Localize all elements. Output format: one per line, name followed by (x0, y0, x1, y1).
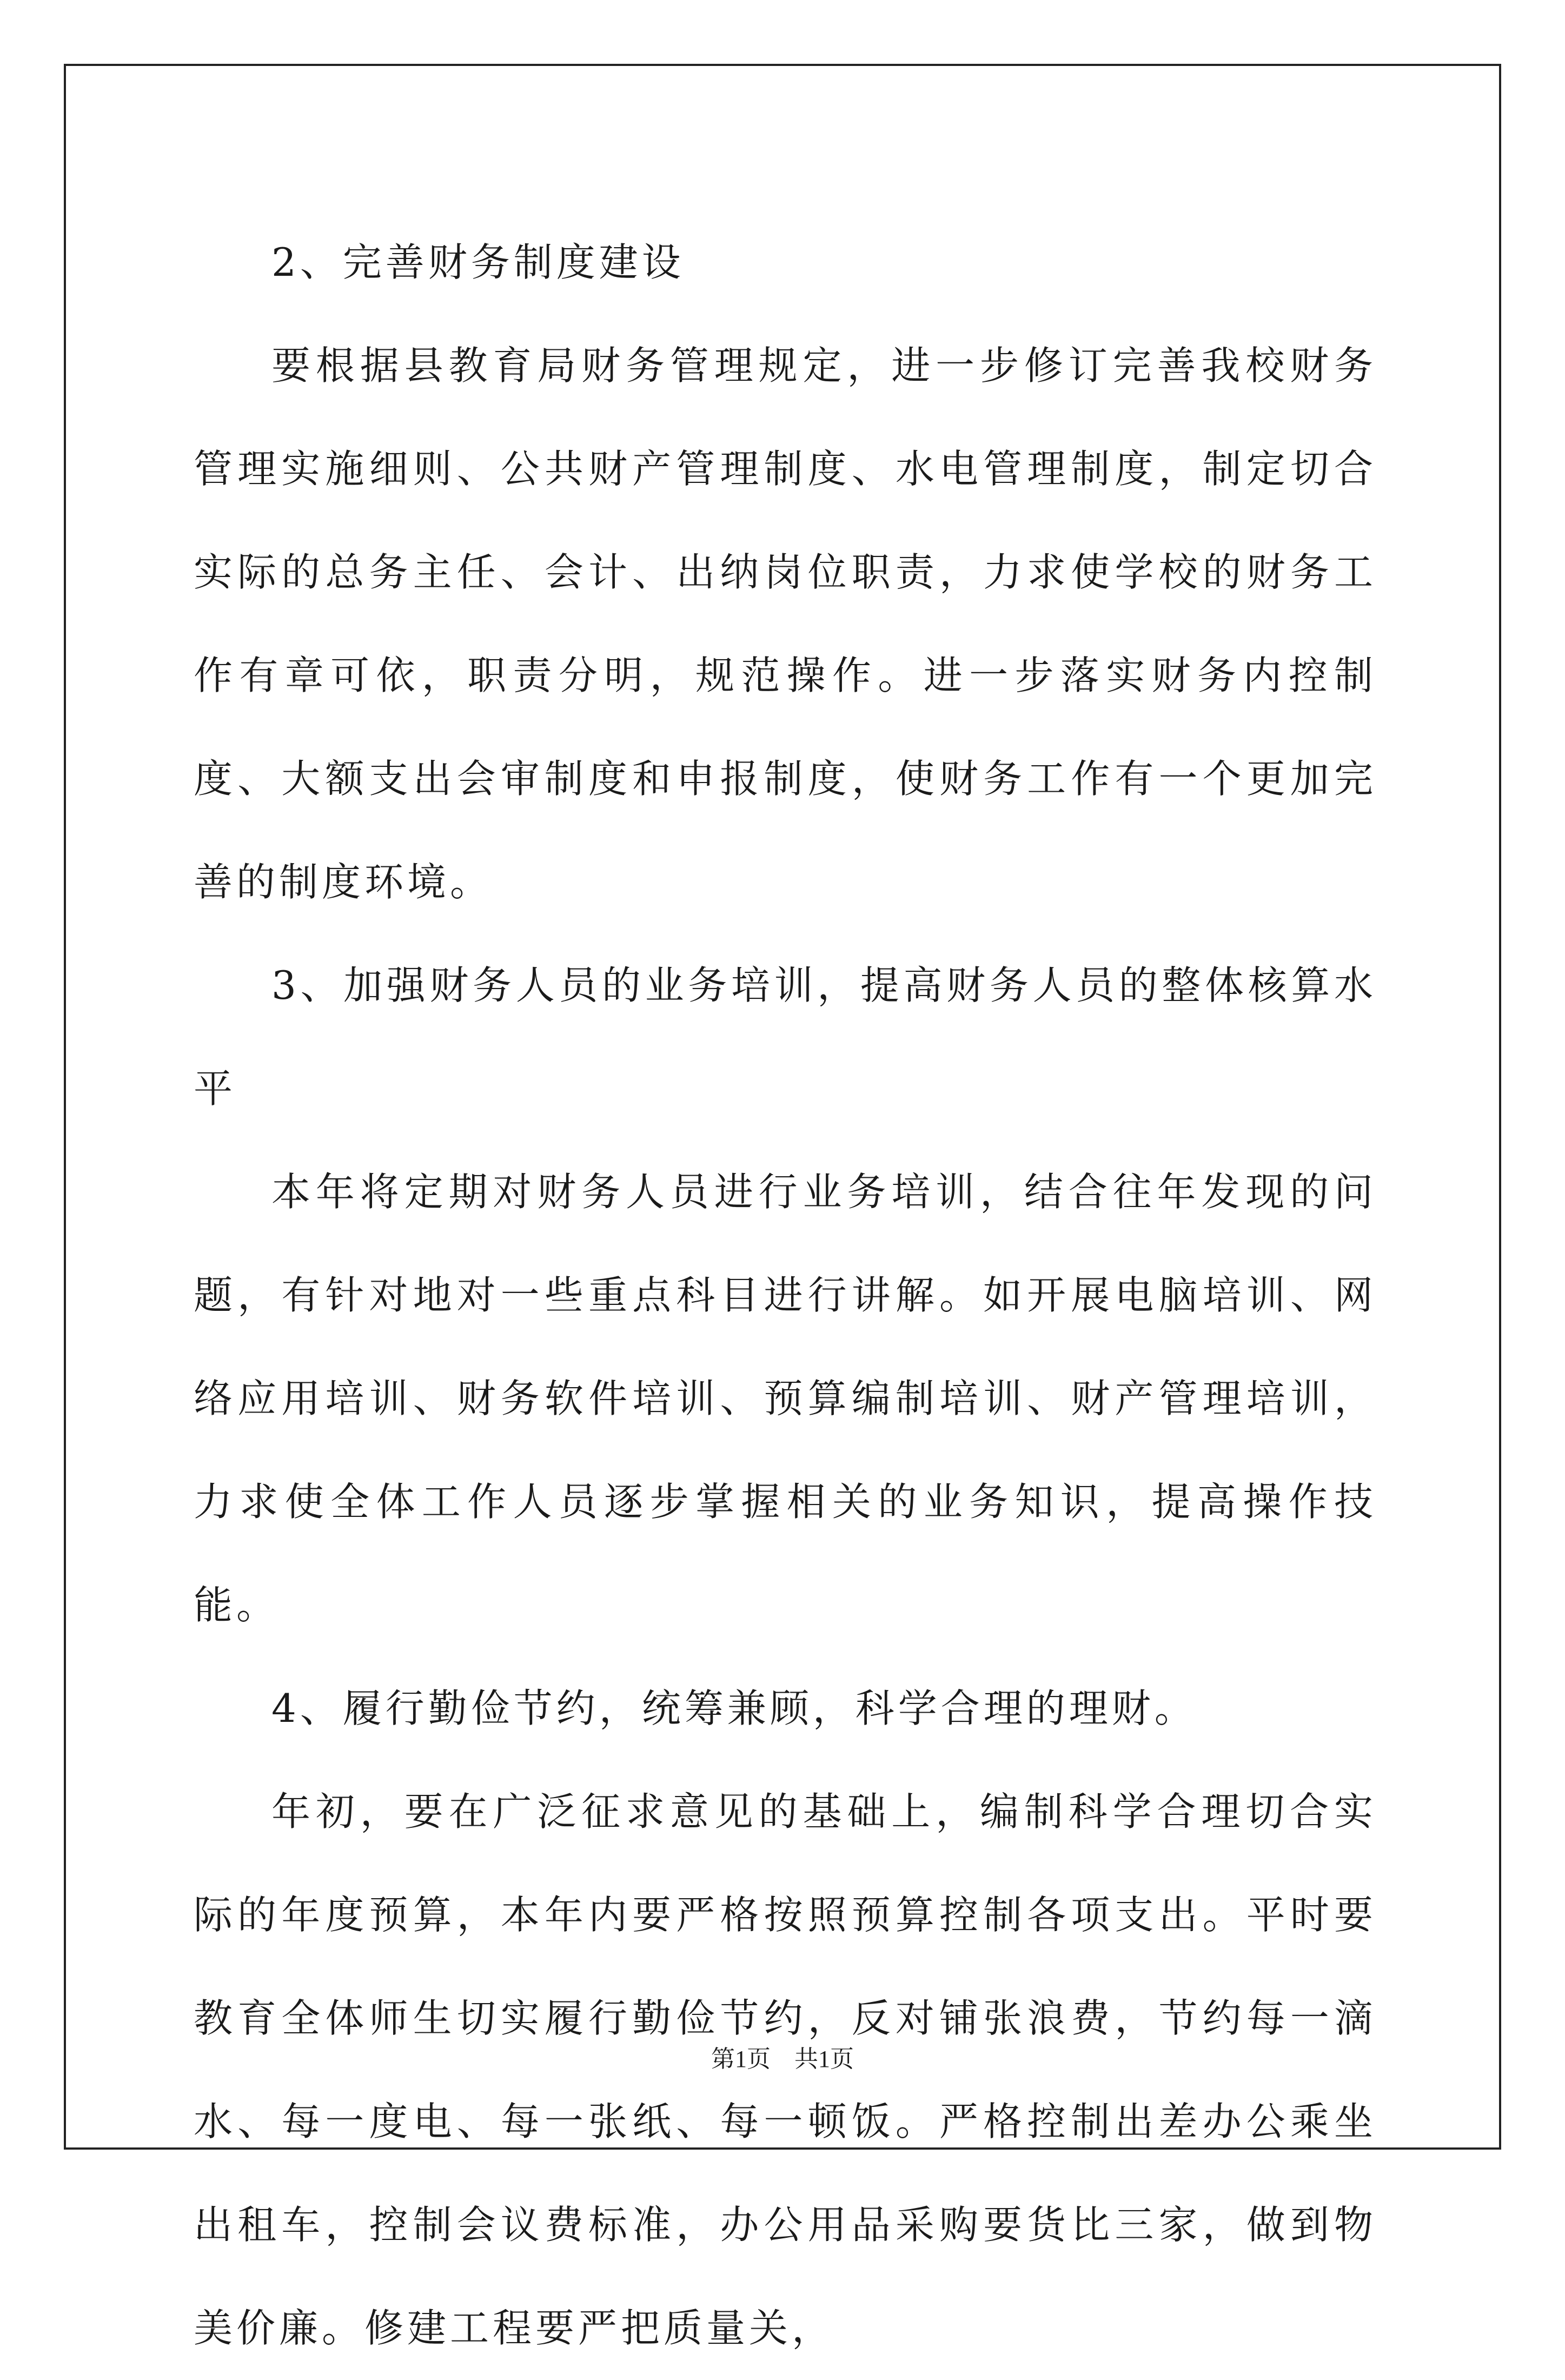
section-heading-4: 4、履行勤俭节约，统筹兼顾，科学合理的理财。 (271, 1686, 1197, 1731)
page-number-footer: 第1页 共1页 (711, 2046, 854, 2072)
section-heading-3: 3、加强财务人员的业务培训，提高财务人员的整体核算水平 (194, 963, 1377, 1111)
section-heading-2: 2、完善财务制度建设 (271, 240, 685, 285)
body-paragraph: 要根据县教育局财务管理规定，进一步修订完善我校财务管理实施细则、公共财产管理制度、水电管理制度，制定切合实际的总务主任、会计、出纳岗位职责，力求使学校的财务工作有章可依，职责分明，规范操作。进一步落实财务内控制度、大额支出会审制度和申报制度，使财务工作有一个更加完善的制度环境。 (194, 343, 1377, 905)
body-paragraph: 年初，要在广泛征求意见的基础上，编制科学合理切合实际的年度预算，本年内要严格按照预算控制各项支出。平时要教育全体师生切实履行勤俭节约，反对铺张浪费，节约每一滴水、每一度电、每一张纸、每一顿饭。严格控制出差办公乘坐出租车，控制会议费标准，办公用品采购要货比三家，做到物美价廉。修建工程要严把质量关， (194, 1789, 1377, 2351)
body-paragraph: 本年将定期对财务人员进行业务培训，结合往年发现的问题，有针对地对一些重点科目进行讲解。如开展电脑培训、网络应用培训、财务软件培训、预算编制培训、财产管理培训，力求使全体工作人员逐步掌握相关的业务知识，提高操作技能。 (194, 1169, 1377, 1628)
